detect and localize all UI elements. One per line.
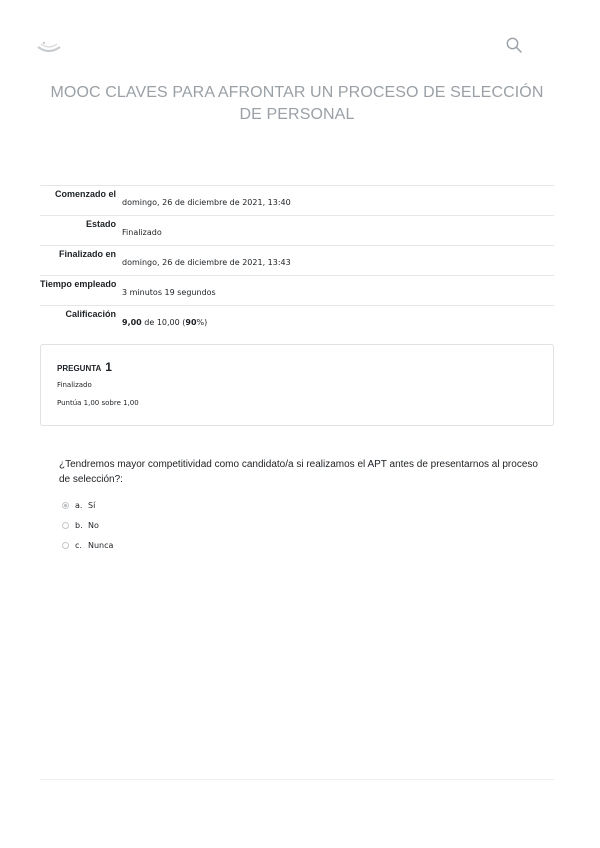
answer-text: Sí (88, 501, 96, 510)
summary-row-grade (40, 306, 554, 335)
summary-row-state (40, 216, 554, 246)
grade-of-text: de 10,00 ( (141, 318, 186, 327)
summary-value: domingo, 26 de diciembre de 2021, 13:43 (122, 258, 291, 267)
question-grade: Puntúa 1,00 sobre 1,00 (57, 399, 139, 407)
answer-text: Nunca (88, 541, 114, 550)
summary-value: domingo, 26 de diciembre de 2021, 13:40 (122, 198, 291, 207)
summary-label: Finalizado en (58, 249, 116, 259)
footer-divider (40, 779, 554, 780)
radio-button-selected[interactable] (62, 502, 69, 509)
summary-row-finished (40, 246, 554, 276)
answer-letter: a. (75, 501, 83, 510)
question-info-box (40, 344, 554, 426)
radio-button[interactable] (62, 522, 69, 529)
radio-button[interactable] (62, 542, 69, 549)
summary-value: Finalizado (122, 228, 162, 237)
summary-label: Calificación (65, 309, 116, 319)
summary-label: Estado (85, 219, 116, 229)
logo-icon (36, 38, 62, 56)
search-icon[interactable] (505, 36, 523, 54)
grade-percent-suffix: %) (196, 318, 208, 327)
grade-score: 9,00 (122, 318, 142, 327)
summary-value: 3 minutos 19 segundos (122, 288, 216, 297)
page-title: MOOC CLAVES PARA AFRONTAR UN PROCESO DE SELECCIÓN DE PERSONAL (50, 84, 544, 123)
summary-label: Tiempo empleado (40, 279, 117, 289)
question-label: PREGUNTA (57, 364, 102, 373)
grade-percent: 90 (185, 318, 197, 327)
attempt-summary-table (40, 185, 554, 335)
summary-row-started (40, 186, 554, 216)
answer-letter: c. (75, 541, 82, 550)
question-number (57, 360, 112, 374)
answer-text: No (88, 521, 99, 530)
summary-label: Comenzado el (54, 189, 116, 199)
question-state: Finalizado (57, 381, 92, 389)
summary-value (122, 318, 207, 327)
question-number-value: 1 (105, 360, 112, 374)
summary-row-time-taken (40, 276, 554, 306)
question-text: ¿Tendremos mayor competitividad como candidato/a si realizamos el APT antes de presentarnos al proceso de selección?: (59, 459, 538, 485)
answer-letter: b. (75, 521, 83, 530)
